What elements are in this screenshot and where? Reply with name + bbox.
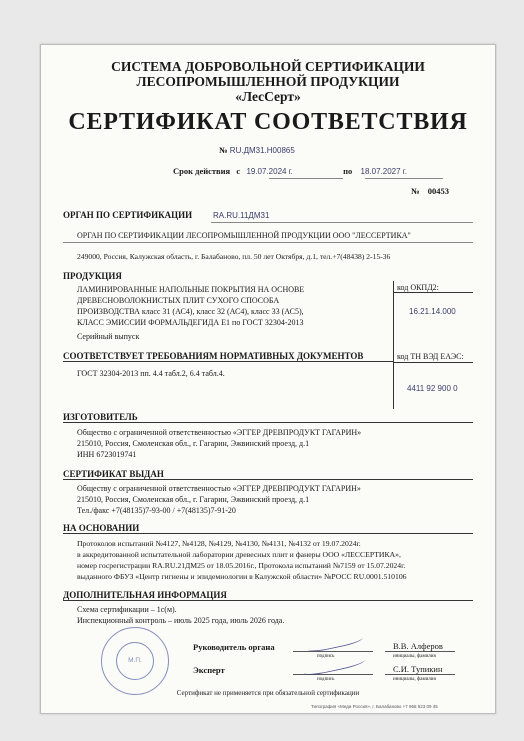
basis-label: НА ОСНОВАНИИ [63,523,140,533]
okpd-label: код ОКПД2: [397,283,439,292]
organ-label: ОРГАН ПО СЕРТИФИКАЦИИ [63,210,193,220]
validity-period: Срок действия с 19.07.2024 г. по 18.07.2027 г. [173,166,407,176]
basis-line-3: номер госрегистрации RA.RU.21ДМ25 от 18.05.2016г., Протокола испытаний №7159 от 15.07.2024г. [77,561,406,570]
manufacturer-line-3: ИНН 6723019741 [77,450,137,459]
expert-label: Эксперт [193,665,225,675]
organ-name: ОРГАН ПО СЕРТИФИКАЦИИ ЛЕСОПРОМЫШЛЕННОЙ ПРОДУКЦИИ ООО "ЛЕССЕРТИКА" [77,231,411,240]
head-name: В.В. Алферов [393,641,443,651]
organ-code: RA.RU.11ДМ31 [213,211,270,220]
additional-label: ДОПОЛНИТЕЛЬНАЯ ИНФОРМАЦИЯ [63,590,227,600]
conformity-label: СООТВЕТСТВУЕТ ТРЕБОВАНИЯМ НОРМАТИВНЫХ ДОКУМЕНТОВ [63,351,364,361]
expert-name-caption: инициалы, фамилия [393,677,436,682]
valid-from: 19.07.2024 г. [246,167,293,176]
expert-sign-caption: подпись [317,677,335,682]
certificate-title: СЕРТИФИКАТ СООТВЕТСТВИЯ [68,109,468,135]
blank-number: № 00453 [411,186,450,196]
product-line-4: КЛАСС ЭМИССИИ ФОРМАЛЬДЕГИДА Е1 по ГОСТ 32304-2013 [77,318,304,327]
product-line-1: ЛАМИНИРОВАННЫЕ НАПОЛЬНЫЕ ПОКРЫТИЯ НА ОСНОВЕ [77,285,305,294]
conformity-text: ГОСТ 32304-2013 пп. 4.4 табл.2, 6.4 табл.4. [77,369,225,378]
reg-number-value: RU.ДМ31.Н00865 [229,146,295,155]
certification-scheme: Схема сертификации – 1с(м). [77,605,177,614]
expert-name: С.И. Тупикин [393,664,443,674]
product-line-3: ПРОИЗВОДСТВА класс 31 (АС4), класс 32 (АС4), класс 33 (АС5), [77,307,304,316]
manufacturer-label: ИЗГОТОВИТЕЛЬ [63,412,138,422]
printer-info: Типография «Меди Россия», г. Балабаново +7 968 523 09 45 [311,704,438,709]
organ-address: 249000, Россия, Калужская область, г. Балабаново, пл. 50 лет Октября, д.1, тел.+7(48438) 2-15-36 [77,252,391,261]
certificate-sheet [40,44,496,714]
product-series: Серийный выпуск [77,332,140,341]
basis-line-4: выданного ФБУЗ «Центр гигиены и эпидемиологии в Калужской области» №РОСС RU.0001.510106 [77,572,407,581]
head-name-caption: инициалы, фамилия [393,654,436,659]
tnved-value: 4411 92 900 0 [407,384,458,393]
reg-number: № RU.ДМ31.Н00865 [219,145,295,155]
okpd-value: 16.21.14.000 [409,307,456,316]
product-line-2: ДРЕВЕСНОВОЛОКНИСТЫХ ПЛИТ СУХОГО СПОСОБА [77,296,280,305]
tnved-label: код ТН ВЭД ЕАЭС: [397,352,464,361]
issued-line-1: Обществу с ограниченной ответственностью «ЭГГЕР ДРЕВПРОДУКТ ГАГАРИН» [77,484,361,493]
product-label: ПРОДУКЦИЯ [63,271,122,281]
inspection-control: Инспекционный контроль – июль 2025 года, июль 2026 года. [77,616,285,625]
head-label: Руководитель органа [193,642,275,652]
footer-note: Сертификат не применяется при обязательной сертификации [176,689,360,697]
issued-line-3: Тел./факс +7(48135)7-93-00 / +7(48135)7-91-20 [77,506,236,515]
manufacturer-line-2: 215010, Россия, Смоленская обл., г. Гагарин, Эжвинский проезд, д.1 [77,439,310,448]
issued-label: СЕРТИФИКАТ ВЫДАН [63,469,164,479]
system-title-line3: «ЛесСерт» [235,89,301,104]
valid-to: 18.07.2027 г. [360,167,407,176]
basis-line-2: в аккредитованной испытательной лаборатории древесных плит и фанеры ООО «ЛЕССЕРТИКА», [77,550,401,559]
system-title-line2: ЛЕСОПРОМЫШЛЕННОЙ ПРОДУКЦИИ [136,74,400,89]
organ-stamp [101,627,169,695]
basis-line-1: Протоколов испытаний №4127, №4128, №4129, №4130, №4131, №4132 от 19.07.2024г. [77,539,361,548]
stamp-label: М.П. [128,657,142,664]
manufacturer-line-1: Общество с ограниченной ответственностью «ЭГГЕР ДРЕВПРОДУКТ ГАГАРИН» [77,428,362,437]
system-title-line1: СИСТЕМА ДОБРОВОЛЬНОЙ СЕРТИФИКАЦИИ [111,59,425,74]
issued-line-2: 215010, Россия, Смоленская обл., г. Гагарин, Эжвинский проезд, д.1 [77,495,310,504]
head-sign-caption: подпись [317,654,335,659]
